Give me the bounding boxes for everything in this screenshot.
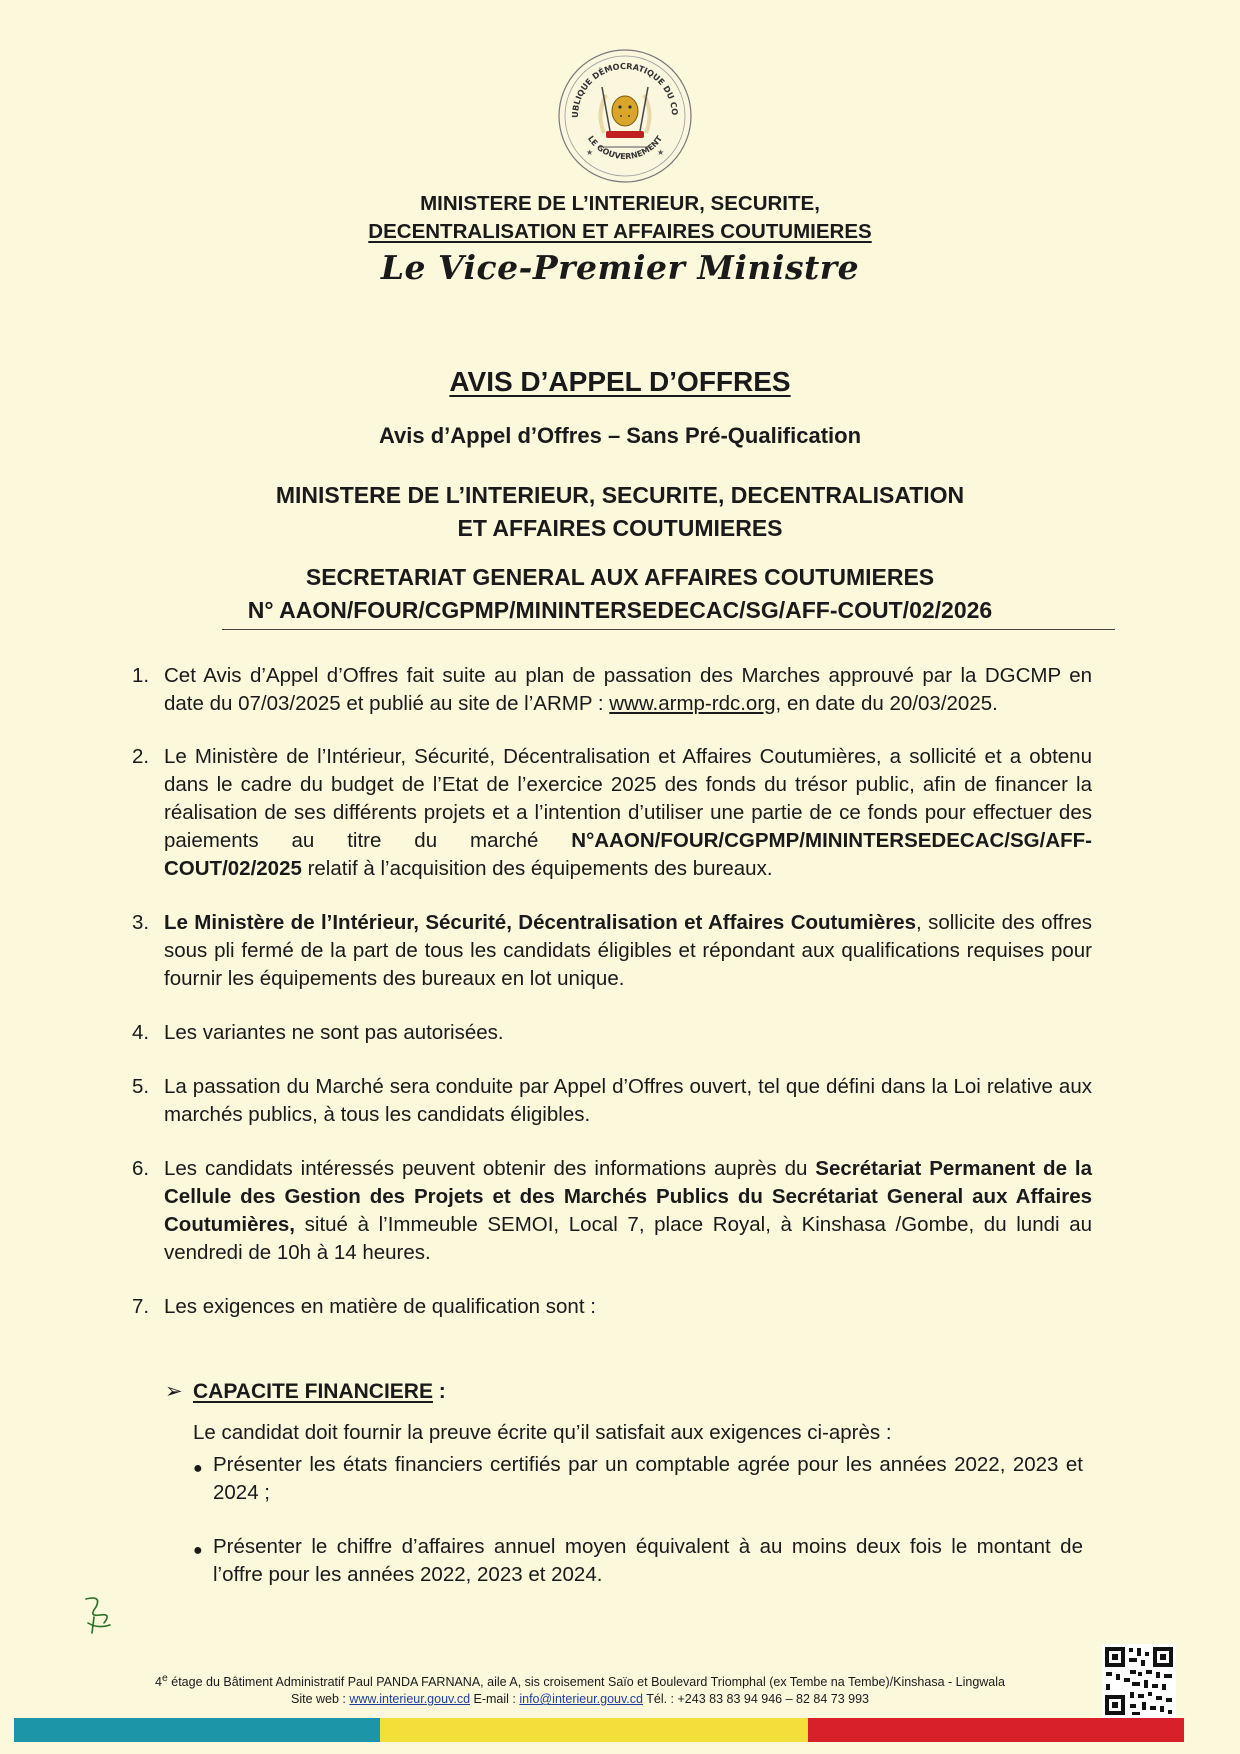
bullet-text: Présenter les états financiers certifiés par un comptable agrée pour les années 2022, 2023 et 2024 ; <box>213 1453 1083 1504</box>
item-number: 7. <box>132 1295 150 1318</box>
flag-stripe-yellow <box>380 1718 808 1742</box>
list-item <box>132 909 1092 993</box>
armp-link[interactable]: www.armp-rdc.org <box>609 692 776 715</box>
list-item <box>132 662 1092 718</box>
item-number: 2. <box>132 745 150 768</box>
footer-contacts <box>80 1691 1080 1708</box>
bullet-item <box>193 1451 1083 1507</box>
bullet-text: Présenter le chiffre d’affaires annuel moyen équivalent à au moins deux fois le montant de l’offre pour les années 2022, 2023 et 2024. <box>213 1535 1083 1586</box>
capacity-heading <box>165 1379 446 1404</box>
bullet-item <box>193 1533 1083 1589</box>
notice-title: AVIS D’APPEL D’OFFRES <box>449 366 791 397</box>
item-text: La passation du Marché sera conduite par Appel d’Offres ouvert, tel que défini dans la Loi relative aux marchés publics, à tous les candidats éligibles. <box>164 1075 1092 1126</box>
notice-subtitle: Avis d’Appel d’Offres – Sans Pré-Qualification <box>378 423 862 448</box>
capacity-colon: : <box>432 1380 446 1403</box>
flag-stripe-blue <box>14 1718 380 1742</box>
seal-bottom-text: LE GOUVERNEMENT <box>585 134 665 162</box>
item-text <box>164 1155 1092 1267</box>
vice-premier-title: Le Vice-Premier Ministre <box>380 248 860 287</box>
secretariat-name: SECRETARIAT GENERAL AUX AFFAIRES COUTUMIERES <box>305 564 935 590</box>
item-text <box>164 662 1092 718</box>
email-link[interactable]: info@interieur.gouv.cd <box>519 1692 643 1707</box>
list-item <box>132 1019 1092 1047</box>
item-text-bold: Le Ministère de l’Intérieur, Sécurité, Décentralisation et Affaires Coutumières <box>164 911 916 934</box>
ministry-header <box>300 190 940 246</box>
government-seal <box>556 47 694 185</box>
item-number: 6. <box>132 1157 150 1180</box>
footer <box>80 1670 1080 1708</box>
item-text <box>164 743 1092 883</box>
flag-stripe-red <box>808 1718 1184 1742</box>
handwritten-initials <box>78 1593 118 1635</box>
list-item <box>132 1293 1092 1321</box>
footer-address-text: étage du Bâtiment Administratif Paul PANDA FARNANA, aile A, sis croisement Saïo et Boulevard Triomphal (ex Tembe na Tembe)/Kinshasa - Lingwala <box>167 1675 1005 1690</box>
site-label: Site web : <box>290 1692 350 1707</box>
notice-secretariat <box>200 561 1040 627</box>
footer-floor: 4 <box>155 1675 162 1690</box>
list-item <box>132 1073 1092 1129</box>
item-number: 5. <box>132 1075 150 1098</box>
divider <box>222 629 1115 630</box>
seal-top-text: UBLIQUE DÉMOCRATIQUE DU CO <box>569 60 681 119</box>
item-text-part: , en date du 20/03/2025. <box>775 692 998 715</box>
ministry-header-line2: DECENTRALISATION ET AFFAIRES COUTUMIERES <box>368 220 872 243</box>
capacity-intro: Le candidat doit fournir la preuve écrite qu’il satisfait aux exigences ci-après : <box>193 1421 892 1444</box>
notice-ministry-line2: ET AFFAIRES COUTUMIERES <box>457 515 783 541</box>
item-number: 1. <box>132 664 150 687</box>
capacity-bullets <box>193 1451 1083 1615</box>
footer-address <box>80 1670 1080 1691</box>
bullet-dot-icon: ● <box>193 1460 203 1477</box>
list-item <box>132 743 1092 883</box>
item-text-part: situé à l’Immeuble SEMOI, Local 7, place Royal, à Kinshasa /Gombe, du lundi au vendredi de 10h à 14 heures. <box>164 1213 1092 1264</box>
notice-ministry <box>220 479 1020 545</box>
bullet-dot-icon: ● <box>193 1542 203 1559</box>
capacity-label: CAPACITE FINANCIERE <box>193 1380 433 1403</box>
seal-emblem-icon <box>556 47 694 185</box>
website-link[interactable]: www.interieur.gouv.cd <box>349 1692 471 1707</box>
reference-number: N° AAON/FOUR/CGPMP/MININTERSEDECAC/SG/AFF-COUT/02/2026 <box>247 597 993 623</box>
item-number: 3. <box>132 911 150 934</box>
notice-items <box>132 662 1092 1347</box>
email-label: E-mail : <box>470 1692 520 1707</box>
phone-numbers: Tél. : +243 83 83 94 946 – 82 84 73 993 <box>642 1692 869 1707</box>
list-item <box>132 1155 1092 1267</box>
item-text-part: Le Ministère de l’Intérieur, Sécurité, Décentralisation et Affaires Coutumières, a sollicité et a obtenu dans le cadre du budget de l’Etat de l’exercice 2025 des fonds du trésor public, afin de financer la réalisation de ses différents projets et a l’intention d’utiliser une partie de ce fonds pour effectuer des paiements au titre du marché <box>164 745 1092 852</box>
item-text-part: relatif à l’acquisition des équipements des bureaux. <box>301 857 773 880</box>
svg-text:★: ★ <box>657 148 665 157</box>
item-text-bold: Secrétariat Permanent de la Cellule des Gestion des Projets et des Marchés Publics du Secrétariat General aux Affaires Coutumières, <box>164 1157 1092 1236</box>
item-number: 4. <box>132 1021 150 1044</box>
item-text-part: Les candidats intéressés peuvent obtenir des informations auprès du <box>164 1157 816 1180</box>
notice-ministry-line1: MINISTERE DE L’INTERIEUR, SECURITE, DECENTRALISATION <box>275 482 965 508</box>
ministry-header-line1: MINISTERE DE L’INTERIEUR, SECURITE, <box>420 192 820 215</box>
item-text-part: Cet Avis d’Appel d’Offres fait suite au plan de passation des Marches approuvé par la DGCMP en date du 07/03/2025 et publié au site de l’ARMP : <box>164 664 1092 715</box>
item-text-bold: N°AAON/FOUR/CGPMP/MININTERSEDECAC/SG/AFF-COUT/02/2025 <box>164 829 1092 880</box>
qr-code-icon[interactable] <box>1102 1644 1176 1718</box>
item-text <box>164 909 1092 993</box>
item-text-part: , sollicite des offres sous pli fermé de la part de tous les candidats éligibles et répondant aux qualifications requises pour fournir les équipements des bureaux en lot unique. <box>164 911 1092 990</box>
item-text: Les variantes ne sont pas autorisées. <box>164 1021 504 1044</box>
arrow-bullet-icon: ➢ <box>165 1380 183 1403</box>
footer-floor-sup: e <box>161 1673 168 1684</box>
svg-text:★: ★ <box>586 148 594 157</box>
item-text: Les exigences en matière de qualification sont : <box>164 1295 596 1318</box>
